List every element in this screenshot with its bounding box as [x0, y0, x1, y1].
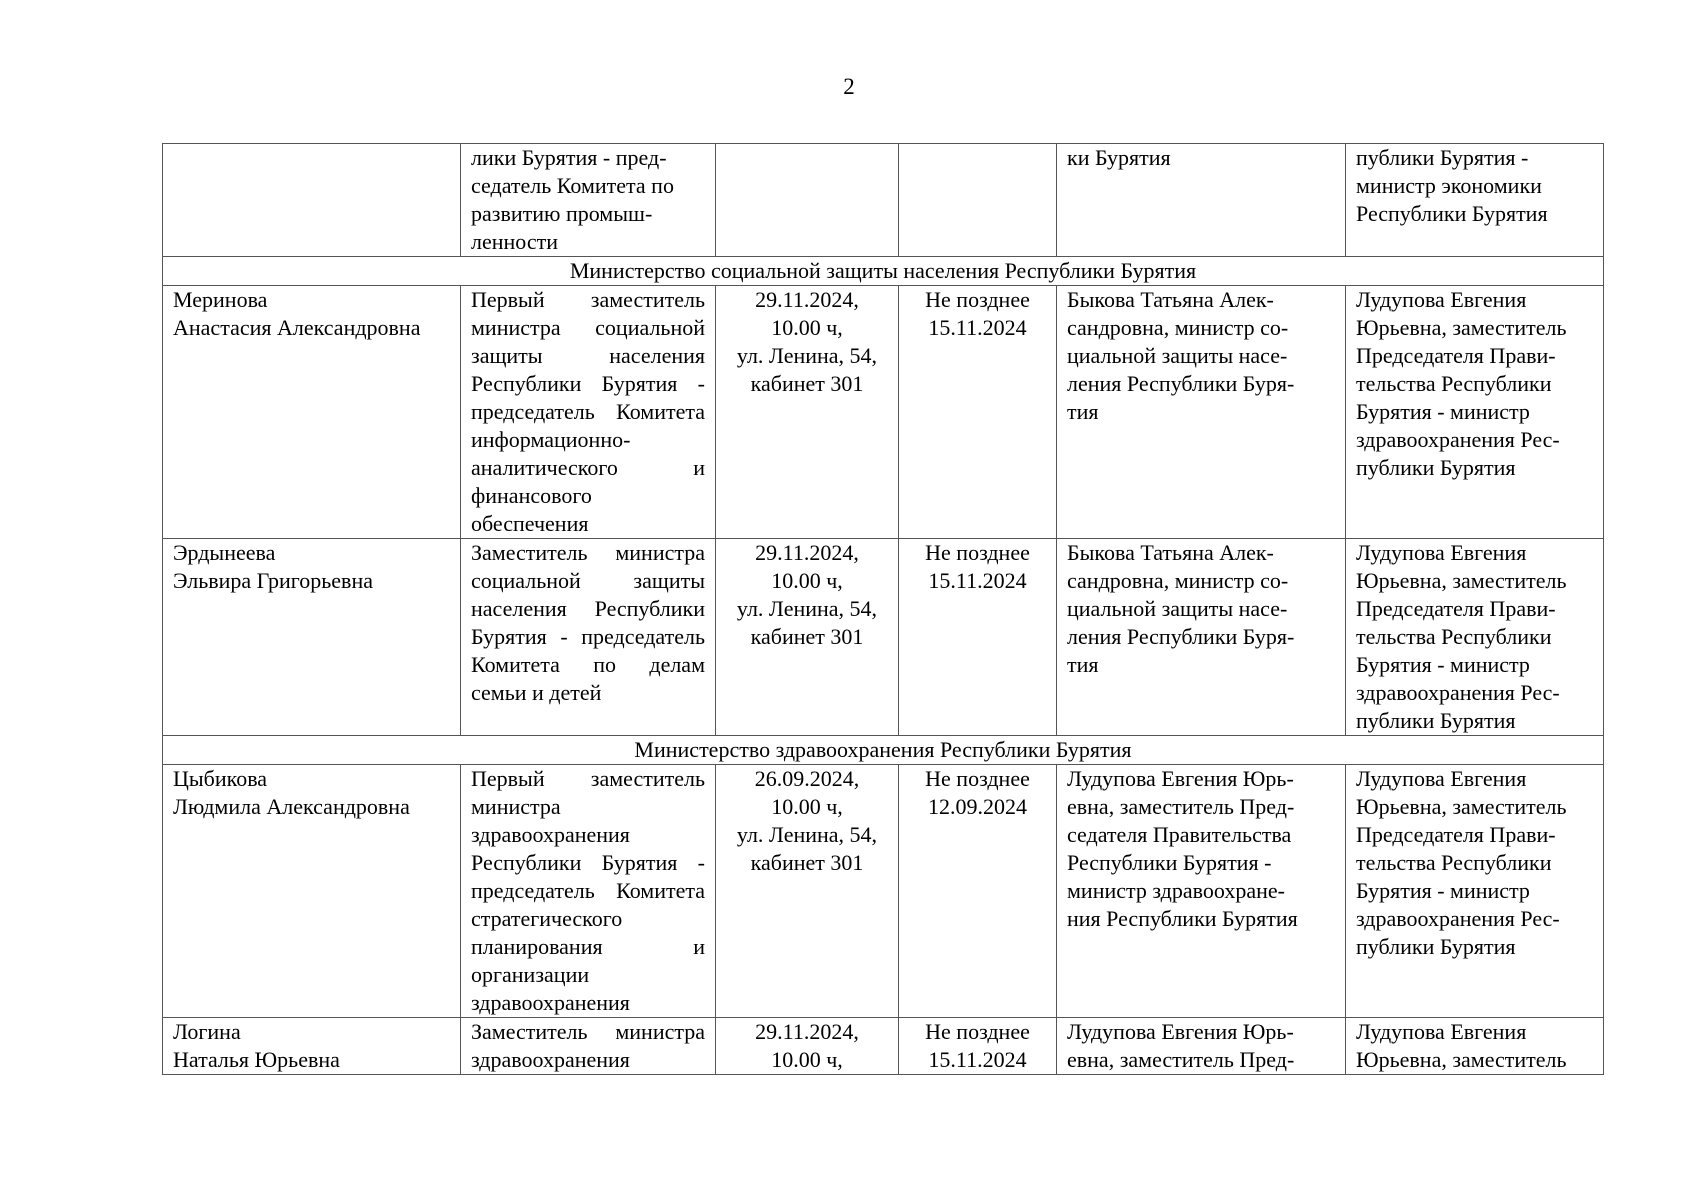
cell-position: Заместитель министра социальной защиты населения Республики Бурятия - председатель Комитета по делам семьи и детей — [461, 539, 716, 736]
cell-name: Логина Наталья Юрьевна — [163, 1018, 461, 1075]
cell-position: Первый заместитель министра здравоохранения Республики Бурятия - председатель Комитета стратегического планирования и организации здравоохранения — [461, 765, 716, 1018]
section-header-row — [163, 257, 1604, 286]
attestation-schedule-table — [162, 143, 1604, 1075]
cell-approver: публики Бурятия - министр экономики Республики Бурятия — [1346, 144, 1604, 257]
cell-position: Первый заместитель министра социальной защиты населения Республики Бурятия - председатель Комитета информационно-аналитического и финансового обеспечения — [461, 286, 716, 539]
table-row — [163, 286, 1604, 539]
cell-deadline — [899, 144, 1057, 257]
cell-position: лики Бурятия - пред- седатель Комитета по развитию промыш- ленности — [461, 144, 716, 257]
cell-date-place: 29.11.2024, 10.00 ч, — [716, 1018, 899, 1075]
cell-name: Цыбикова Людмила Александровна — [163, 765, 461, 1018]
page-number: 2 — [843, 74, 855, 99]
cell-name: Меринова Анастасия Александровна — [163, 286, 461, 539]
cell-approver: Лудупова Евгения Юрьевна, заместитель Председателя Прави- тельства Республики Бурятия - министр здравоохранения Рес- публики Бурятия — [1346, 539, 1604, 736]
cell-date-place: 29.11.2024, 10.00 ч, ул. Ленина, 54, кабинет 301 — [716, 539, 899, 736]
table-row — [163, 765, 1604, 1018]
cell-date-place: 26.09.2024, 10.00 ч, ул. Ленина, 54, кабинет 301 — [716, 765, 899, 1018]
cell-representative: Лудупова Евгения Юрь- евна, заместитель Пред- — [1057, 1018, 1346, 1075]
cell-representative: Быкова Татьяна Алек- сандровна, министр со- циальной защиты насе- ления Республики Буря- тия — [1057, 286, 1346, 539]
cell-approver: Лудупова Евгения Юрьевна, заместитель Председателя Прави- тельства Республики Бурятия - министр здравоохранения Рес- публики Бурятия — [1346, 765, 1604, 1018]
section-title: Министерство здравоохранения Республики Бурятия — [163, 736, 1604, 765]
cell-approver: Лудупова Евгения Юрьевна, заместитель — [1346, 1018, 1604, 1075]
cell-name: Эрдынеева Эльвира Григорьевна — [163, 539, 461, 736]
cell-representative: ки Бурятия — [1057, 144, 1346, 257]
table-row-continuation — [163, 144, 1604, 257]
table-row — [163, 1018, 1604, 1075]
cell-position: Заместитель министра здравоохранения — [461, 1018, 716, 1075]
cell-date-place — [716, 144, 899, 257]
section-title: Министерство социальной защиты населения Республики Бурятия — [163, 257, 1604, 286]
cell-approver: Лудупова Евгения Юрьевна, заместитель Председателя Прави- тельства Республики Бурятия - министр здравоохранения Рес- публики Бурятия — [1346, 286, 1604, 539]
cell-date-place: 29.11.2024, 10.00 ч, ул. Ленина, 54, кабинет 301 — [716, 286, 899, 539]
table-row — [163, 539, 1604, 736]
cell-deadline: Не позднее 15.11.2024 — [899, 1018, 1057, 1075]
cell-representative: Быкова Татьяна Алек- сандровна, министр со- циальной защиты насе- ления Республики Буря- тия — [1057, 539, 1346, 736]
cell-representative: Лудупова Евгения Юрь- евна, заместитель Пред- седателя Правительства Республики Бурятия - министр здравоохране- ния Республики Бурятия — [1057, 765, 1346, 1018]
cell-name — [163, 144, 461, 257]
cell-deadline: Не позднее 15.11.2024 — [899, 539, 1057, 736]
section-header-row — [163, 736, 1604, 765]
cell-deadline: Не позднее 15.11.2024 — [899, 286, 1057, 539]
cell-deadline: Не позднее 12.09.2024 — [899, 765, 1057, 1018]
